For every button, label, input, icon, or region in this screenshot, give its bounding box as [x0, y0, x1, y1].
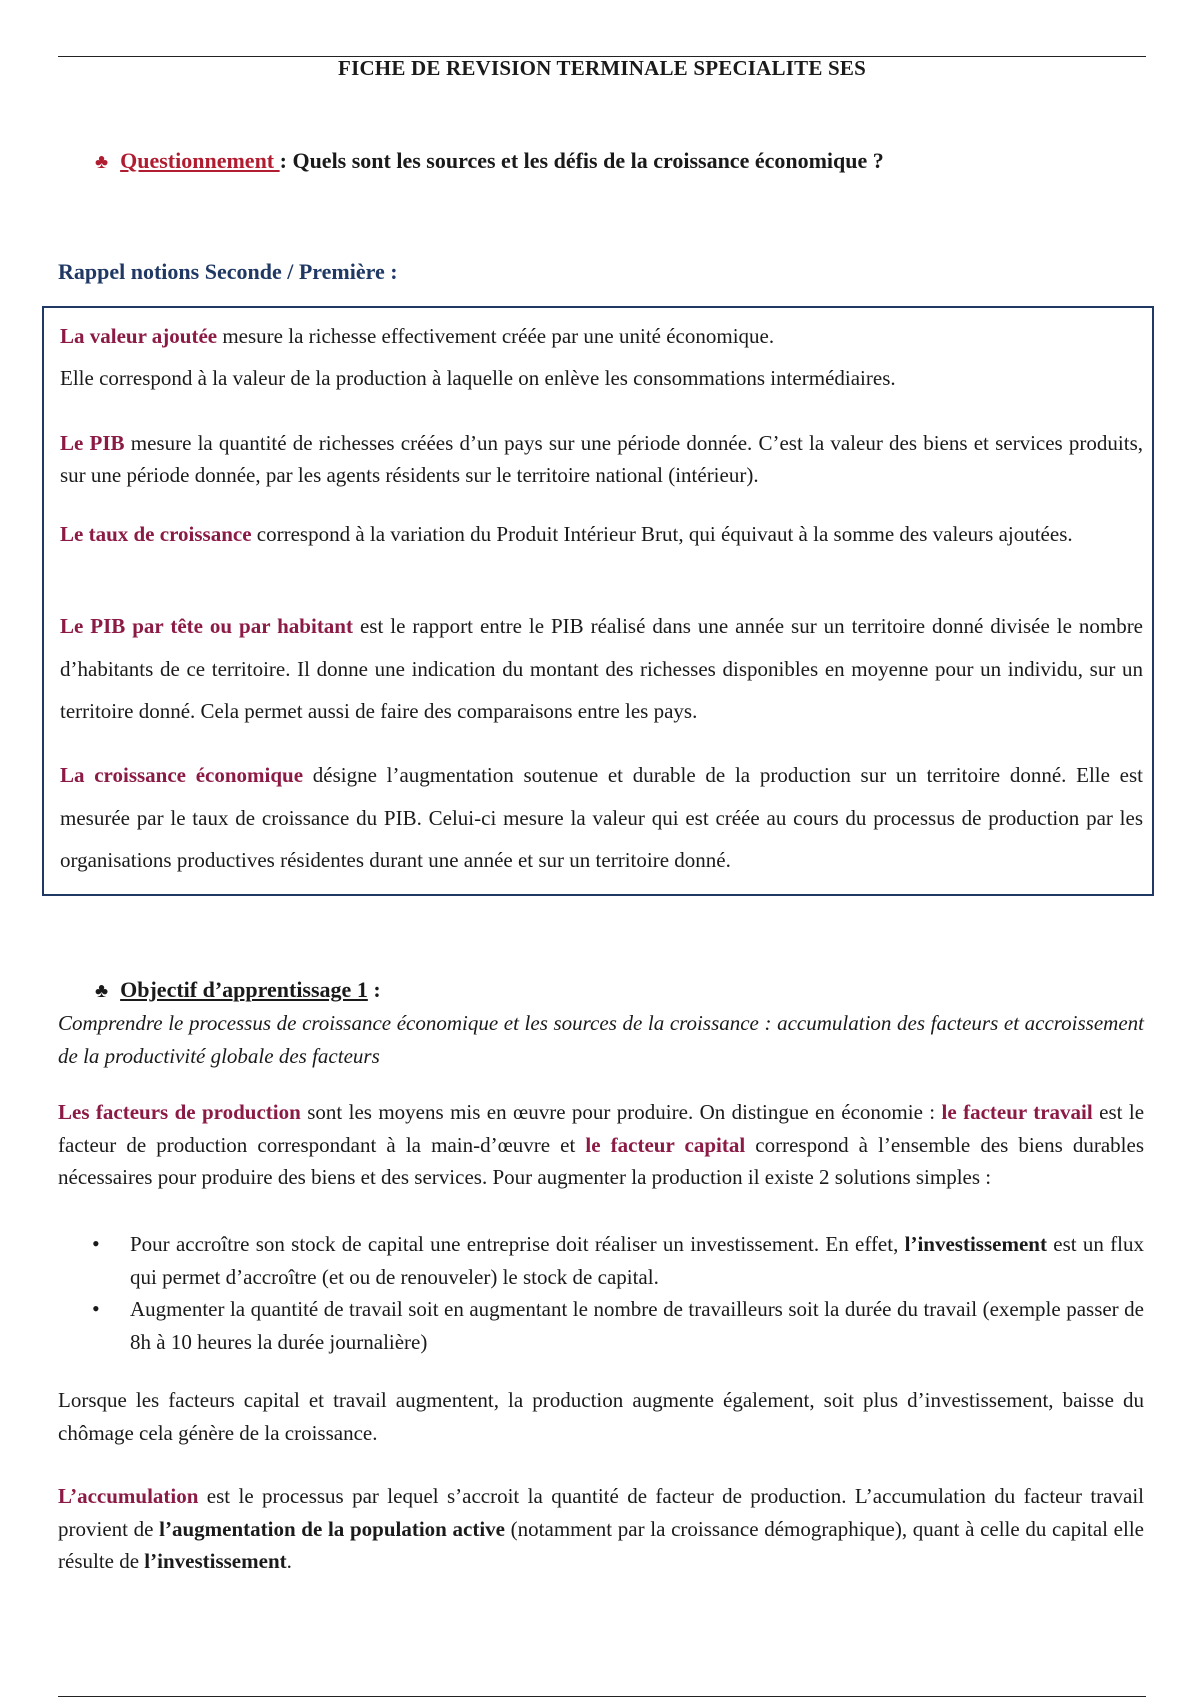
list-item: [84, 1293, 1144, 1358]
def-taux-croissance-text: correspond à la variation du Produit Intérieur Brut, qui équivaut à la somme des valeurs ajoutées.: [251, 522, 1073, 546]
bullet1-bold: l’investissement: [904, 1232, 1047, 1256]
def-taux-croissance: [60, 518, 1143, 550]
objectif-heading: [95, 977, 381, 1003]
term-facteurs-production: Les facteurs de production: [58, 1100, 301, 1124]
def-pib-par-tete: [60, 605, 1143, 733]
def-croissance-economique: [60, 754, 1143, 882]
term-facteur-capital: le facteur capital: [585, 1132, 746, 1157]
club-icon: ♣: [95, 980, 109, 1002]
def-pib-text: mesure la quantité de richesses créées d’un pays sur une période donnée. C’est la valeur des biens et services produits, sur une période donnée, par les agents résidents sur le territoire national (intérieur).: [60, 431, 1144, 487]
bullet2-text: Augmenter la quantité de travail soit en augmentant le nombre de travailleurs soit la durée du travail (exemple passer de 8h à 10 heures la durée journalière): [130, 1297, 1144, 1354]
facteurs-paragraph: [58, 1096, 1144, 1194]
accumulation-text2: (notamment par la croissance démographique), quant à celle du capital elle résulte de: [58, 1516, 1144, 1573]
questionnement: [95, 148, 884, 174]
term-pib: Le PIB: [60, 431, 125, 455]
term-facteur-travail: le facteur travail: [941, 1100, 1093, 1124]
term-taux-croissance: Le taux de croissance: [60, 522, 252, 546]
def-pib-par-tete-text: est le rapport entre le PIB réalisé dans une année sur un territoire donné divisée le nombre d’habitants de ce territoire. Il donne une indication du montant des richesses disponibles en moyenne pour un individu, sur un territoire donné. Cela permet aussi de faire des comparaisons entre les pays.: [60, 614, 1144, 723]
facteurs-text2: est le facteur de production correspondant à la main-d’œuvre et: [58, 1100, 1145, 1157]
list-item: [84, 1228, 1144, 1293]
term-valeur-ajoutee: La valeur ajoutée: [60, 324, 218, 348]
club-icon: ♣: [95, 151, 109, 173]
accumulation-text3: .: [286, 1549, 292, 1573]
def-valeur-ajoutee-text1: mesure la richesse effectivement créée par une unité économique.: [217, 324, 775, 348]
bullet1-post: est un flux qui permet d’accroître (et ou de renouveler) le stock de capital.: [130, 1232, 1145, 1289]
def-valeur-ajoutee: [60, 315, 1143, 399]
objectif-description: Comprendre le processus de croissance économique et les sources de la croissance : accumulation des facteurs et accroissement de la productivité globale des facteurs: [58, 1011, 1144, 1068]
facteurs-text3: correspond à l’ensemble des biens durables nécessaires pour produire des biens et des services. Pour augmenter la production il existe 2 solutions simples :: [58, 1132, 1144, 1189]
def-pib: [60, 427, 1143, 491]
questionnement-text: : Quels sont les sources et les défis de la croissance économique ?: [279, 148, 884, 173]
bullet1-pre: Pour accroître son stock de capital une entreprise doit réaliser un investissement. En effet,: [130, 1232, 905, 1256]
definitions-box: [42, 306, 1154, 896]
facteurs-text1: sont les moyens mis en œuvre pour produire. On distingue en économie :: [300, 1100, 942, 1124]
objectif-label: Objectif d’apprentissage 1: [120, 977, 368, 1002]
objectif-colon: :: [367, 977, 381, 1002]
lorsque-paragraph: Lorsque les facteurs capital et travail augmentent, la production augmente également, soit plus d’investissement, baisse du chômage cela génère de la croissance.: [58, 1388, 1144, 1445]
term-pib-par-tete: Le PIB par tête ou par habitant: [60, 614, 353, 638]
bottom-rule: [58, 1696, 1146, 1697]
term-croissance-economique: La croissance économique: [60, 763, 304, 787]
questionnement-label: Questionnement: [120, 148, 280, 173]
term-accumulation: L’accumulation: [58, 1484, 199, 1508]
accumulation-text1: est le processus par lequel s’accroit la quantité de facteur de production. L’accumulation du facteur travail provient de: [58, 1484, 1144, 1541]
accumulation-bold1: l’augmentation de la population active: [159, 1516, 505, 1541]
rappel-heading: Rappel notions Seconde / Première :: [58, 259, 398, 284]
accumulation-paragraph: [58, 1480, 1144, 1578]
def-valeur-ajoutee-text2: Elle correspond à la valeur de la production à laquelle on enlève les consommations intermédiaires.: [60, 366, 896, 390]
solutions-list: [84, 1228, 1144, 1358]
def-croissance-economique-text: désigne l’augmentation soutenue et durable de la production sur un territoire donné. Elle est mesurée par le taux de croissance du PIB. Celui-ci mesure la valeur qui est créée au cours du processus de production par les organisations productives résidentes durant une année et sur un territoire donné.: [60, 763, 1143, 872]
page-title: FICHE DE REVISION TERMINALE SPECIALITE SES: [338, 56, 866, 80]
accumulation-bold2: l’investissement: [144, 1549, 287, 1573]
